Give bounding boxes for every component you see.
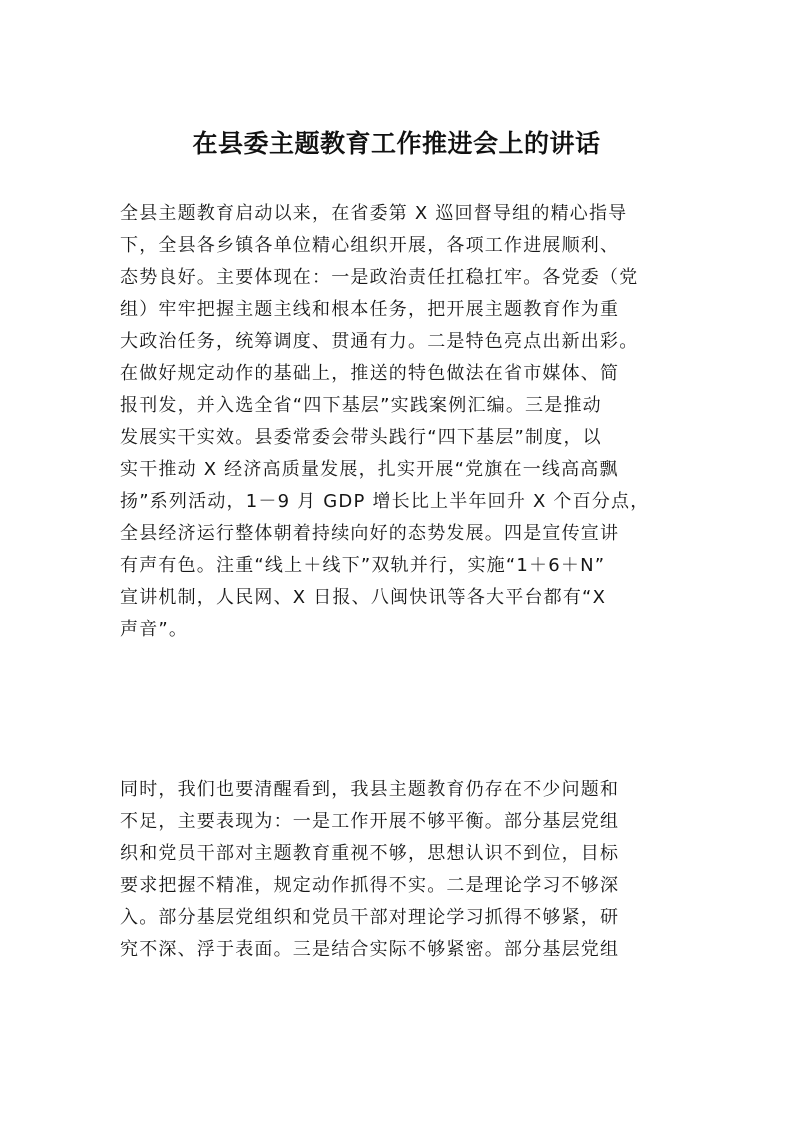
paragraph-line: 究不深、浮于表面。三是结合实际不够紧密。部分基层党组 bbox=[120, 939, 620, 960]
paragraph-2 bbox=[120, 774, 680, 966]
paragraph-line: 宣讲机制，人民网、X 日报、八闽快讯等各大平台都有“X bbox=[120, 587, 607, 608]
paragraph-line: 全县经济运行整体朝着持续向好的态势发展。四是宣传宣讲 bbox=[120, 523, 620, 544]
paragraph-line: 实干推动 X 经济高质量发展，扎实开展“党旗在一线高高飘 bbox=[120, 459, 619, 480]
paragraph-line: 有声有色。注重“线上＋线下”双轨并行，实施“1＋6＋N” bbox=[120, 555, 606, 576]
paragraph-line: 声音”。 bbox=[120, 619, 189, 640]
paragraph-line: 发展实干实效。县委常委会带头践行“四下基层”制度，以 bbox=[120, 427, 602, 448]
paragraph-line: 组）牢牢把握主题主线和根本任务，把开展主题教育作为重 bbox=[120, 299, 620, 320]
paragraph-line: 同时，我们也要清醒看到，我县主题教育仍存在不少问题和 bbox=[120, 779, 620, 800]
paragraph-line: 报刊发，并入选全省“四下基层”实践案例汇编。三是推动 bbox=[120, 395, 602, 416]
document-title: 在县委主题教育工作推进会上的讲话 bbox=[192, 129, 601, 158]
paragraph-line: 不足，主要表现为：一是工作开展不够平衡。部分基层党组 bbox=[120, 811, 620, 832]
paragraph-line: 织和党员干部对主题教育重视不够，思想认识不到位，目标 bbox=[120, 843, 620, 864]
paragraph-line: 入。部分基层党组织和党员干部对理论学习抓得不够紧，研 bbox=[120, 907, 620, 928]
paragraph-line: 要求把握不精准，规定动作抓得不实。二是理论学习不够深 bbox=[120, 875, 620, 896]
paragraph-line: 在做好规定动作的基础上，推送的特色做法在省市媒体、简 bbox=[120, 363, 620, 384]
paragraph-line: 态势良好。主要体现在：一是政治责任扛稳扛牢。各党委（党 bbox=[120, 267, 639, 288]
paragraph-line: 大政治任务，统筹调度、贯通有力。二是特色亮点出新出彩。 bbox=[120, 331, 639, 352]
paragraph-line: 扬”系列活动，1－9 月 GDP 增长比上半年回升 X 个百分点， bbox=[120, 491, 650, 512]
paragraph-line: 全县主题教育启动以来，在省委第 X 巡回督导组的精心指导 bbox=[120, 203, 628, 224]
paragraph-1 bbox=[120, 198, 680, 646]
paragraph-line: 下，全县各乡镇各单位精心组织开展，各项工作进展顺利、 bbox=[120, 235, 620, 256]
